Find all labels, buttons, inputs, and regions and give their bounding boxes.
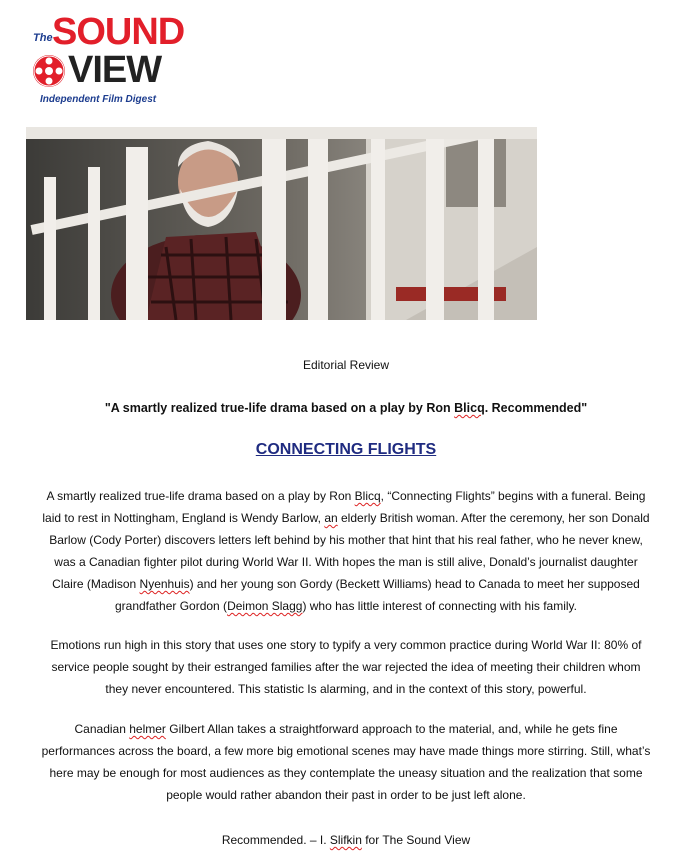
review-paragraph-1	[40, 485, 652, 617]
sound-view-logo	[30, 10, 185, 110]
logo-tagline: Independent Film Digest	[40, 94, 157, 105]
p3-text-c: Gilbert Allan takes a straightforward approach to the material, and, while he gets fine performances across the board, a few more big emotional scenes may have made things more stirring. Still, what’s here may be enough for most audiences as they contemplate the uneasy situation and the realization that some people would rather abandon their past in order to be just left alone.	[41, 722, 651, 802]
p1-text-an: an	[324, 511, 338, 525]
p1-name-nyenhuis: Nyenhuis	[139, 577, 190, 591]
pull-quote	[0, 401, 692, 415]
photo-illustration	[26, 127, 537, 320]
p3-text-a: Canadian	[74, 722, 130, 736]
logo-the-text: The	[33, 32, 53, 44]
review-paragraph-3	[40, 718, 652, 806]
p1-text-i: ) who has little interest of connecting with his family.	[302, 599, 578, 613]
review-signoff	[0, 833, 692, 847]
p1-name-slagg: Deimon Slagg	[227, 599, 303, 613]
signoff-author: Slifkin	[329, 833, 362, 847]
p1-text-a: A smartly realized true-life drama based on a play by Ron	[46, 489, 355, 503]
film-title: CONNECTING FLIGHTS	[255, 441, 437, 458]
pull-quote-name: Blicq	[454, 401, 485, 415]
p3-word-helmer: helmer	[129, 722, 166, 736]
section-label: Editorial Review	[302, 358, 390, 372]
pull-quote-text: "A smartly realized true-life drama based on a play by Ron	[104, 401, 455, 415]
signoff-text-c: for The Sound View	[361, 833, 471, 847]
pull-quote-end: . Recommended"	[484, 401, 588, 415]
signoff-text-a: Recommended. – I.	[221, 833, 330, 847]
p1-text-g: ) and her young son Gordy (Beckett Williams) head to Canada to meet her supposed grandfather Gordon (	[114, 577, 640, 613]
logo-view-text: VIEW	[68, 49, 162, 91]
film-reel-icon	[32, 54, 66, 88]
film-still-photo	[26, 127, 537, 320]
p1-name-blicq: Blicq	[354, 489, 381, 503]
review-paragraph-2: Emotions run high in this story that uses one story to typify a very common practice during World War II: 80% of service people sought by their estranged families after the war rejected the idea of meeting their children whom they never encountered. This statistic Is alarming, and in the context of this story, powerful.	[50, 638, 642, 696]
p1-text-c: , “Connecting Flights” begins with a funeral. Being laid to rest in Nottingham, England is Wendy Barlow,	[42, 489, 646, 525]
logo-sound-text: SOUND	[52, 11, 185, 53]
p1-text-e: elderly British woman. After the ceremony, her son Donald Barlow (Cody Porter) discovers letters left behind by his mother that hint that his real father, who he never knew, was a Canadian fighter pilot during World War II. With hopes the man is still alive, Donald’s journalist daughter Claire (Madison	[49, 511, 650, 591]
